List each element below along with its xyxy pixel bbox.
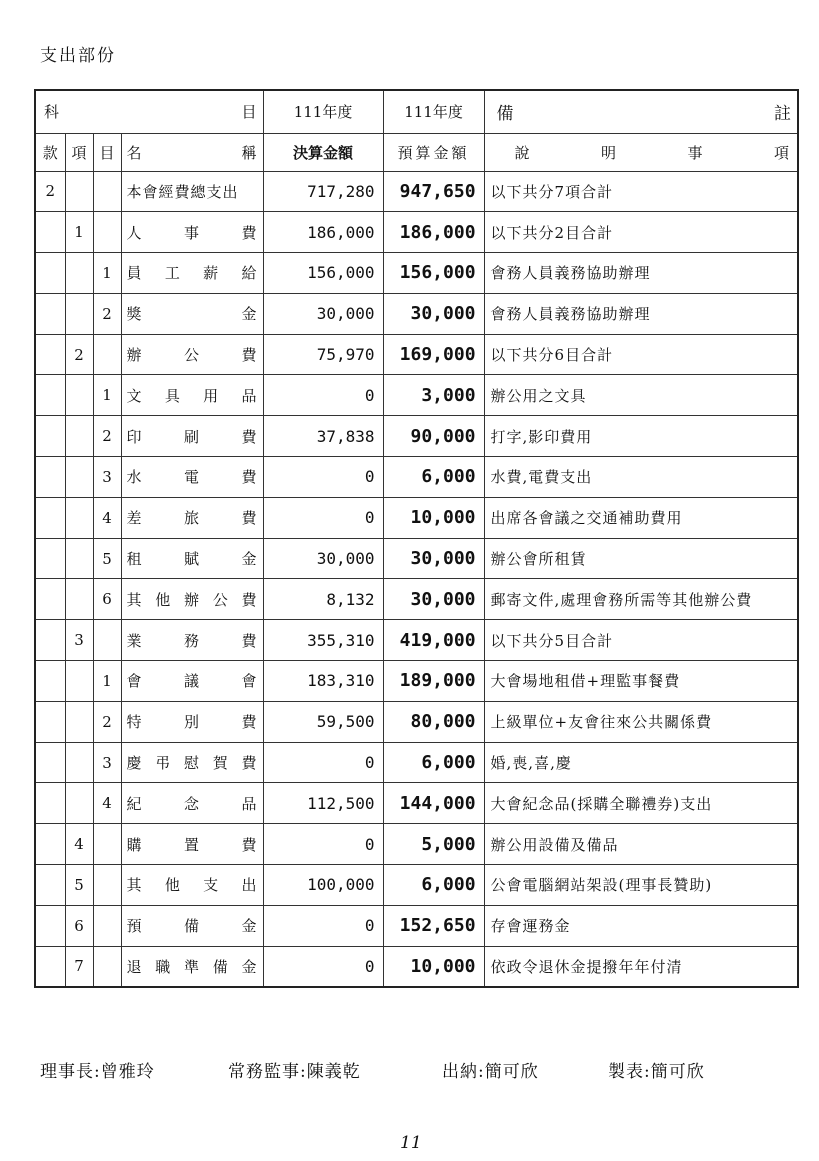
budget-amount-cell: 169,000 [383, 334, 484, 375]
item-name [127, 711, 263, 732]
kuan-cell [35, 253, 65, 294]
kuan-header: 款 [35, 133, 65, 171]
item-name-char: 賀 [212, 754, 228, 773]
xiang-cell: 6 [65, 905, 93, 946]
item-name-char: 印 [126, 427, 142, 446]
item-name-char: 電 [184, 468, 200, 487]
name-header-left: 名 [126, 143, 142, 162]
item-name-char: 獎 [126, 305, 142, 324]
item-name-char: 備 [184, 917, 200, 936]
item-name [127, 670, 263, 691]
budget-amount-cell: 144,000 [383, 783, 484, 824]
preparer-signature: 製表:簡可欣 [608, 1062, 705, 1082]
item-name-char: 文 [126, 386, 142, 405]
actual-amount-cell: 37,838 [263, 416, 383, 457]
kuan-cell [35, 661, 65, 702]
item-name [127, 426, 263, 447]
budget-amount-cell: 30,000 [383, 579, 484, 620]
table-row [35, 783, 798, 824]
item-name-char: 備 [212, 957, 228, 976]
item-name-char: 人 [126, 223, 142, 242]
item-name-char: 念 [184, 794, 200, 813]
explain-char-2: 明 [601, 143, 617, 162]
kuan-cell [35, 538, 65, 579]
mu-cell: 2 [93, 416, 121, 457]
header-row-2 [35, 133, 798, 171]
item-name-char: 特 [126, 713, 142, 732]
item-name-cell [121, 661, 263, 702]
mu-cell: 2 [93, 293, 121, 334]
item-name-char: 會 [241, 672, 257, 691]
kuan-cell [35, 946, 65, 987]
mu-header: 目 [93, 133, 121, 171]
table-row [35, 579, 798, 620]
budget-amount-header: 預算金額 [383, 133, 484, 171]
item-name [127, 548, 263, 569]
xiang-header: 項 [65, 133, 93, 171]
item-name-char: 務 [184, 631, 200, 650]
item-name [127, 507, 263, 528]
kuan-cell [35, 742, 65, 783]
actual-amount-cell: 0 [263, 375, 383, 416]
actual-amount-cell: 0 [263, 497, 383, 538]
note-cell: 辦公用設備及備品 [484, 824, 798, 865]
budget-amount-cell: 947,650 [383, 171, 484, 212]
item-name-char: 品 [241, 794, 257, 813]
item-name-char: 辦 [126, 346, 142, 365]
actual-amount-cell: 112,500 [263, 783, 383, 824]
budget-amount-cell: 156,000 [383, 253, 484, 294]
table-row [35, 905, 798, 946]
note-cell: 以下共分7項合計 [484, 171, 798, 212]
note-cell: 以下共分5目合計 [484, 620, 798, 661]
kuan-cell [35, 905, 65, 946]
xiang-cell [65, 497, 93, 538]
item-name [127, 181, 263, 202]
actual-amount-cell: 156,000 [263, 253, 383, 294]
budget-amount-cell: 6,000 [383, 457, 484, 498]
xiang-cell: 5 [65, 865, 93, 906]
item-name [127, 874, 263, 895]
item-name-cell [121, 701, 263, 742]
item-name-cell [121, 375, 263, 416]
note-cell: 郵寄文件,處理會務所需等其他辦公費 [484, 579, 798, 620]
item-name [127, 222, 263, 243]
kuan-cell [35, 212, 65, 253]
item-name-char: 慶 [126, 754, 142, 773]
item-name-char: 工 [164, 264, 180, 283]
kuan-cell [35, 293, 65, 334]
item-name-char: 給 [241, 264, 257, 283]
xiang-cell [65, 293, 93, 334]
item-name-char: 費 [241, 631, 257, 650]
actual-amount-cell: 0 [263, 457, 383, 498]
item-name-char: 事 [184, 223, 200, 242]
item-name [127, 589, 263, 610]
item-name-char: 金 [241, 957, 257, 976]
xiang-cell: 2 [65, 334, 93, 375]
kuan-cell [35, 865, 65, 906]
item-name-char: 租 [126, 550, 142, 569]
item-name-char: 出 [241, 876, 257, 895]
kuan-cell [35, 497, 65, 538]
xiang-cell [65, 661, 93, 702]
kuan-cell: 2 [35, 171, 65, 212]
subject-header-left: 科 [44, 103, 60, 122]
item-name-char: 其 [126, 876, 142, 895]
table-row [35, 865, 798, 906]
mu-cell [93, 946, 121, 987]
item-name [127, 262, 263, 283]
table-row [35, 661, 798, 702]
actual-amount-cell: 183,310 [263, 661, 383, 702]
budget-amount-cell: 419,000 [383, 620, 484, 661]
actual-amount-cell: 8,132 [263, 579, 383, 620]
explain-header [484, 133, 798, 171]
item-name-char: 刷 [184, 427, 200, 446]
item-name-char: 金 [241, 917, 257, 936]
kuan-cell [35, 457, 65, 498]
name-header [121, 133, 263, 171]
item-name-char: 慰 [184, 754, 200, 773]
item-name-char: 差 [126, 509, 142, 528]
item-name-cell [121, 497, 263, 538]
actual-amount-header: 決算金額 [263, 133, 383, 171]
table-row [35, 334, 798, 375]
mu-cell [93, 905, 121, 946]
item-name-cell [121, 416, 263, 457]
item-name-char: 業 [126, 631, 142, 650]
kuan-cell [35, 783, 65, 824]
item-name-char: 水 [126, 468, 142, 487]
kuan-cell [35, 579, 65, 620]
mu-cell [93, 620, 121, 661]
note-cell: 以下共分6目合計 [484, 334, 798, 375]
actual-year-header: 111年度 [263, 90, 383, 133]
xiang-cell [65, 416, 93, 457]
note-cell: 辦公用之文具 [484, 375, 798, 416]
item-name-char: 別 [184, 713, 200, 732]
explain-char-3: 事 [687, 143, 703, 162]
note-cell: 大會紀念品(採購全聯禮券)支出 [484, 783, 798, 824]
item-name-cell [121, 783, 263, 824]
table-row [35, 946, 798, 987]
item-name-cell [121, 865, 263, 906]
note-cell: 上級單位+友會往來公共關係費 [484, 701, 798, 742]
page-number: 11 [400, 1133, 422, 1153]
table-row [35, 742, 798, 783]
budget-amount-cell: 10,000 [383, 497, 484, 538]
item-name-cell [121, 293, 263, 334]
item-name-char: 購 [126, 835, 142, 854]
item-name-char: 其 [126, 590, 142, 609]
kuan-cell [35, 334, 65, 375]
item-name-char: 費 [241, 509, 257, 528]
item-name [127, 466, 263, 487]
mu-cell [93, 334, 121, 375]
mu-cell [93, 212, 121, 253]
item-name-char: 準 [184, 957, 200, 976]
item-name [127, 915, 263, 936]
name-header-right: 稱 [241, 143, 257, 162]
mu-cell: 4 [93, 783, 121, 824]
budget-amount-cell: 189,000 [383, 661, 484, 702]
mu-cell: 3 [93, 457, 121, 498]
mu-cell: 1 [93, 253, 121, 294]
xiang-cell [65, 171, 93, 212]
mu-cell: 2 [93, 701, 121, 742]
note-cell: 辦公會所租賃 [484, 538, 798, 579]
budget-amount-cell: 10,000 [383, 946, 484, 987]
item-name-char: 職 [155, 957, 171, 976]
budget-amount-cell: 5,000 [383, 824, 484, 865]
item-name-char: 預 [126, 917, 142, 936]
mu-cell: 1 [93, 661, 121, 702]
item-name-char: 費 [241, 713, 257, 732]
kuan-cell [35, 701, 65, 742]
item-name-cell [121, 905, 263, 946]
chairman-signature: 理事長:曾雅玲 [40, 1062, 155, 1082]
budget-amount-cell: 30,000 [383, 293, 484, 334]
item-name-char: 賦 [184, 550, 200, 569]
xiang-cell [65, 783, 93, 824]
table-row [35, 620, 798, 661]
budget-amount-cell: 80,000 [383, 701, 484, 742]
kuan-cell [35, 375, 65, 416]
actual-amount-cell: 0 [263, 905, 383, 946]
actual-amount-cell: 717,280 [263, 171, 383, 212]
item-name-char: 具 [164, 386, 180, 405]
item-name [127, 793, 263, 814]
header-row-1 [35, 90, 798, 133]
item-name-cell [121, 946, 263, 987]
item-name [127, 344, 263, 365]
budget-amount-cell: 90,000 [383, 416, 484, 457]
item-name-cell [121, 253, 263, 294]
actual-amount-cell: 75,970 [263, 334, 383, 375]
table-row [35, 253, 798, 294]
item-name-cell [121, 579, 263, 620]
xiang-cell: 7 [65, 946, 93, 987]
item-name-cell [121, 212, 263, 253]
item-name-cell [121, 334, 263, 375]
note-cell: 會務人員義務協助辦理 [484, 253, 798, 294]
item-name-char: 金 [241, 305, 257, 324]
note-cell: 打字,影印費用 [484, 416, 798, 457]
note-cell: 水費,電費支出 [484, 457, 798, 498]
item-name-char: 他 [164, 876, 180, 895]
item-name-cell [121, 457, 263, 498]
item-name-char: 費 [241, 590, 257, 609]
item-name-cell [121, 538, 263, 579]
item-name-char: 品 [241, 386, 257, 405]
budget-amount-cell: 6,000 [383, 742, 484, 783]
item-name-char: 辦 [184, 590, 200, 609]
budget-amount-cell: 186,000 [383, 212, 484, 253]
actual-amount-cell: 0 [263, 946, 383, 987]
section-title: 支出部份 [40, 46, 116, 66]
budget-amount-cell: 3,000 [383, 375, 484, 416]
table-row [35, 824, 798, 865]
item-name-char: 弔 [155, 754, 171, 773]
xiang-cell [65, 579, 93, 620]
subject-header-right: 目 [241, 103, 257, 122]
actual-amount-cell: 59,500 [263, 701, 383, 742]
xiang-cell [65, 253, 93, 294]
xiang-cell [65, 742, 93, 783]
budget-year-header: 111年度 [383, 90, 484, 133]
xiang-cell: 4 [65, 824, 93, 865]
mu-cell [93, 865, 121, 906]
item-name-char: 員 [126, 264, 142, 283]
table-row [35, 416, 798, 457]
budget-amount-cell: 30,000 [383, 538, 484, 579]
item-name-char: 支 [203, 876, 219, 895]
item-name-char: 費 [241, 427, 257, 446]
note-cell: 以下共分2目合計 [484, 212, 798, 253]
item-name [127, 385, 263, 406]
item-name-char: 退 [126, 957, 142, 976]
kuan-cell [35, 416, 65, 457]
item-name-char: 用 [203, 386, 219, 405]
table-row [35, 457, 798, 498]
item-name-char: 公 [184, 346, 200, 365]
item-name [127, 956, 263, 977]
mu-cell [93, 824, 121, 865]
actual-amount-cell: 186,000 [263, 212, 383, 253]
mu-cell: 6 [93, 579, 121, 620]
xiang-cell: 1 [65, 212, 93, 253]
item-name-cell [121, 171, 263, 212]
mu-cell [93, 171, 121, 212]
mu-cell: 4 [93, 497, 121, 538]
budget-amount-cell: 6,000 [383, 865, 484, 906]
remark-header-left: 備 [496, 104, 514, 125]
note-cell: 公會電腦網站架設(理事長贊助) [484, 865, 798, 906]
item-name-char: 會 [126, 672, 142, 691]
kuan-cell [35, 824, 65, 865]
item-name [127, 752, 263, 773]
item-name-char: 金 [241, 550, 257, 569]
note-cell: 會務人員義務協助辦理 [484, 293, 798, 334]
item-name-char: 費 [241, 754, 257, 773]
item-name-char: 議 [184, 672, 200, 691]
item-name-cell [121, 620, 263, 661]
explain-char-4: 項 [773, 143, 789, 162]
budget-amount-cell: 152,650 [383, 905, 484, 946]
actual-amount-cell: 0 [263, 742, 383, 783]
note-cell: 存會運務金 [484, 905, 798, 946]
mu-cell: 3 [93, 742, 121, 783]
note-cell: 大會場地租借+理監事餐費 [484, 661, 798, 702]
item-name-char: 薪 [203, 264, 219, 283]
expenditure-table [34, 89, 799, 988]
table-row [35, 293, 798, 334]
item-name-char: 旅 [184, 509, 200, 528]
actual-amount-cell: 355,310 [263, 620, 383, 661]
item-name [127, 834, 263, 855]
actual-amount-cell: 0 [263, 824, 383, 865]
explain-char-1: 說 [514, 143, 530, 162]
xiang-cell: 3 [65, 620, 93, 661]
item-name-text: 本會經費總支出 [126, 182, 239, 201]
note-cell: 婚,喪,喜,慶 [484, 742, 798, 783]
table-row [35, 212, 798, 253]
table-row [35, 538, 798, 579]
item-name-char: 費 [241, 223, 257, 242]
xiang-cell [65, 375, 93, 416]
mu-cell: 5 [93, 538, 121, 579]
xiang-cell [65, 701, 93, 742]
item-name-char: 公 [212, 590, 228, 609]
item-name-char: 費 [241, 835, 257, 854]
item-name-cell [121, 824, 263, 865]
table-row [35, 701, 798, 742]
item-name [127, 630, 263, 651]
actual-amount-cell: 30,000 [263, 538, 383, 579]
actual-amount-cell: 30,000 [263, 293, 383, 334]
xiang-cell [65, 457, 93, 498]
remark-header-right: 註 [774, 104, 792, 125]
remark-header [484, 90, 798, 133]
table-row [35, 375, 798, 416]
item-name-char: 置 [184, 835, 200, 854]
item-name-cell [121, 742, 263, 783]
actual-amount-cell: 100,000 [263, 865, 383, 906]
supervisor-signature: 常務監事:陳義乾 [228, 1062, 361, 1082]
table-row [35, 171, 798, 212]
kuan-cell [35, 620, 65, 661]
item-name-char: 他 [155, 590, 171, 609]
note-cell: 出席各會議之交通補助費用 [484, 497, 798, 538]
item-name-char: 費 [241, 346, 257, 365]
table-row [35, 497, 798, 538]
item-name-char: 紀 [126, 794, 142, 813]
xiang-cell [65, 538, 93, 579]
note-cell: 依政令退休金提撥年年付清 [484, 946, 798, 987]
subject-header [35, 90, 263, 133]
item-name-char: 費 [241, 468, 257, 487]
cashier-signature: 出納:簡可欣 [442, 1062, 539, 1082]
mu-cell: 1 [93, 375, 121, 416]
item-name [127, 303, 263, 324]
